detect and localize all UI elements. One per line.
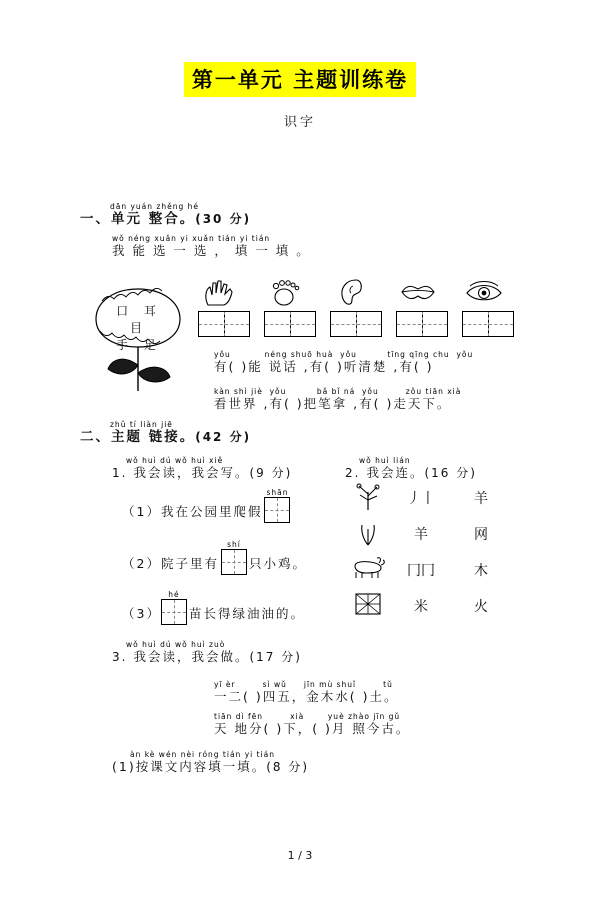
hand-icon-cell: [198, 277, 242, 337]
section1-question-pinyin: wǒ néng xuǎn yi xuǎn tián yi tián: [112, 234, 271, 243]
grid-box: [264, 311, 316, 337]
flower-characters: 口 耳 目 手 足: [116, 304, 162, 352]
q3-sub-score: (8 分): [266, 760, 310, 774]
section1-label: [80, 211, 251, 227]
q3-sub-label: (1)按课文内容填一填。: [112, 759, 267, 774]
q1-label: 我会读，我会写。: [133, 465, 250, 480]
section2-pinyin: zhǔ tí liàn jiē: [110, 420, 173, 429]
section1-fill-line2: [214, 387, 461, 412]
q1-item3-text2: 苗长得绿油油的。: [188, 606, 305, 621]
bodypart-icon-row: [198, 277, 506, 337]
line1-text: 有( )能 说话 ,有( )听清楚 ,有( ): [214, 359, 434, 374]
match-row: [345, 480, 555, 516]
q1-pinyin: wǒ huì dú wǒ huì xiě: [126, 456, 224, 465]
section2-label-text: 二、主题 链接。: [80, 429, 196, 445]
foot-icon: [266, 277, 306, 307]
writing-box[interactable]: [161, 599, 187, 625]
q3-sub-text: [112, 759, 309, 775]
page-subtitle: 识字: [283, 115, 316, 130]
match-char-col1[interactable]: 丿丨: [407, 491, 435, 507]
tree-icon: [345, 480, 391, 517]
section1-pinyin: dān yuán zhěng hé: [110, 202, 199, 211]
flower-illustration: [82, 281, 194, 401]
grass-icon: [345, 517, 391, 552]
section2-score: (42 分): [195, 430, 252, 444]
grid-box: [330, 311, 382, 337]
section1-score: (30 分): [195, 212, 252, 226]
q1-header: [112, 456, 292, 481]
section1-header: [80, 202, 251, 227]
ear-icon: [332, 277, 372, 307]
q3-line1: [214, 680, 398, 705]
q3-line1-text: 一二( )四五，金木水( )土。: [214, 689, 399, 704]
q3-score: (17 分): [249, 650, 302, 664]
page-title: 第一单元 主题训练卷: [184, 62, 416, 97]
q3-line2: [214, 712, 410, 737]
match-char-col2[interactable]: 羊: [474, 491, 488, 507]
q1-item1-pinyin: shān: [266, 488, 289, 497]
q2-num: 2.: [345, 466, 361, 480]
grid-box: [462, 311, 514, 337]
q1-num: 1.: [112, 466, 128, 480]
ox-icon: [345, 554, 391, 587]
page-number: 1 / 3: [287, 849, 313, 862]
line2-text: 看世界 ,有( )把笔拿 ,有( )走天下。: [214, 396, 452, 411]
q3-line2-pinyin: tiān dì fēn xià yuè zhào jīn gǔ: [214, 712, 401, 721]
writing-box[interactable]: [221, 549, 247, 575]
q1-item2-text: （2）院子里有: [122, 556, 219, 571]
q2-label: 我会连。: [366, 465, 425, 480]
foot-icon-cell: [264, 277, 308, 337]
grid-box: [396, 311, 448, 337]
hand-icon: [200, 277, 240, 307]
q1-text: [112, 465, 292, 481]
q3-header: [112, 640, 302, 665]
section1-label-text: 一、单元 整合。: [80, 211, 196, 227]
q1-item2-text2: 只小鸡。: [248, 556, 307, 571]
q2-header: [345, 456, 477, 481]
q3-label: 我会读，我会做。: [133, 649, 250, 664]
match-char-col1[interactable]: 冂冂: [407, 563, 435, 579]
match-char-col1[interactable]: 羊: [414, 527, 428, 543]
ear-icon-cell: [330, 277, 374, 337]
q2-match-area: [345, 480, 555, 624]
eye-icon-cell: [462, 277, 506, 337]
q3-line1-pinyin: yī èr sì wǔ jīn mù shuǐ tǔ: [214, 680, 393, 689]
q1-item3: [122, 590, 305, 625]
section2-label: [80, 429, 251, 445]
match-row: [345, 588, 555, 624]
q3-pinyin: wǒ huì dú wǒ huì zuò: [126, 640, 226, 649]
section1-question-text: 我 能 选 一 选 ， 填 一 填 。: [112, 243, 311, 258]
q2-score: (16 分): [424, 466, 477, 480]
match-char-col2[interactable]: 网: [474, 527, 488, 543]
section2-header: [80, 420, 251, 445]
q3-sub-pinyin: àn kè wén nèi róng tián yi tián: [130, 750, 275, 759]
match-row: [345, 552, 555, 588]
exam-page: [0, 62, 600, 910]
section1-fill-line1: [214, 350, 473, 375]
section1-question: [112, 234, 311, 259]
match-char-col2[interactable]: 火: [474, 599, 488, 615]
q1-score: (9 分): [249, 466, 293, 480]
q3-num: 3.: [112, 650, 128, 664]
q3-line2-text: 天 地分( )下，( )月 照今古。: [214, 721, 411, 736]
match-char-col2[interactable]: 木: [474, 563, 488, 579]
writing-box[interactable]: [264, 497, 290, 523]
q2-pinyin: wǒ huì lián: [359, 456, 411, 465]
line1-pinyin: yǒu néng shuō huà yǒu tīng qīng chu yǒu: [214, 350, 474, 359]
grid-box: [198, 311, 250, 337]
q3-text: [112, 649, 302, 665]
q1-item2: [122, 540, 307, 575]
mouth-icon: [398, 277, 438, 307]
q1-item2-pinyin: shí: [227, 540, 241, 549]
q1-item3-text: （3）: [122, 606, 161, 621]
match-char-col1[interactable]: 米: [414, 599, 428, 615]
mouth-icon-cell: [396, 277, 440, 337]
eye-icon: [464, 277, 504, 307]
q1-item1-text: （1）我在公园里爬假: [122, 504, 263, 519]
q1-item3-pinyin: hé: [168, 590, 180, 599]
q1-item1: [122, 488, 290, 523]
net-icon: [345, 590, 391, 623]
line2-pinyin: kàn shì jiè yǒu bǎ bǐ ná yǒu zǒu tiān xià: [214, 387, 462, 396]
match-row: [345, 516, 555, 552]
q3-sub: [112, 750, 309, 775]
page-title-wrap: [0, 62, 600, 97]
